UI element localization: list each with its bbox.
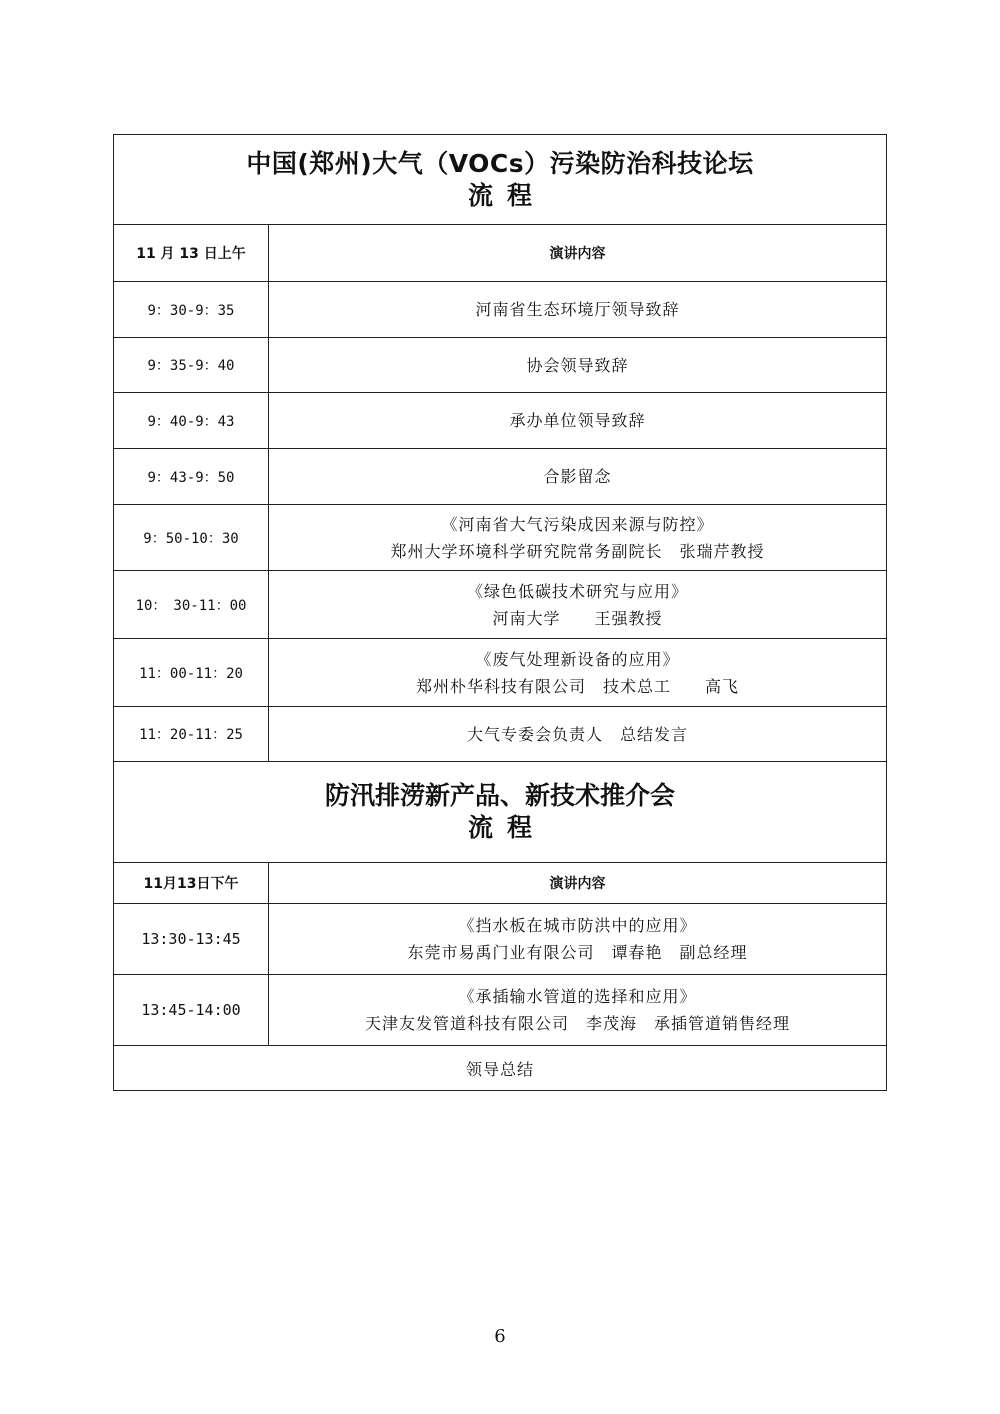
forum1-header-content: 演讲内容 xyxy=(269,225,887,282)
forum2-subtitle: 流程 xyxy=(467,813,546,842)
forum1-title-cell xyxy=(114,135,887,225)
forum2-title-cell xyxy=(114,762,887,863)
page-number: 6 xyxy=(494,1326,506,1347)
content-line: 《废气处理新设备的应用》 xyxy=(475,649,680,669)
table-row xyxy=(114,571,887,639)
table-row xyxy=(114,707,887,762)
table-row xyxy=(114,505,887,571)
forum2-header-date: 11月13日下午 xyxy=(114,863,269,904)
row-time: 11：20-11：25 xyxy=(114,707,269,762)
row-time: 10： 30-11：00 xyxy=(114,571,269,639)
row-content xyxy=(269,449,887,505)
closing-remarks: 领导总结 xyxy=(114,1046,887,1091)
row-time: 13:45-14:00 xyxy=(114,975,269,1046)
table-row xyxy=(114,338,887,393)
row-time: 9：40-9：43 xyxy=(114,393,269,449)
content-line: 河南大学 王强教授 xyxy=(492,608,663,628)
row-content xyxy=(269,338,887,393)
table-row xyxy=(114,975,887,1046)
row-content xyxy=(269,571,887,639)
table-row xyxy=(114,393,887,449)
row-time: 9：43-9：50 xyxy=(114,449,269,505)
forum2-title: 防汛排涝新产品、新技术推介会 xyxy=(324,781,675,810)
forum1-subtitle: 流程 xyxy=(467,180,546,210)
row-content xyxy=(269,975,887,1046)
content-line: 东莞市易禹门业有限公司 谭春艳 副总经理 xyxy=(407,943,748,962)
content-line: 天津友发管道科技有限公司 李茂海 承插管道销售经理 xyxy=(364,1014,790,1033)
content-line: 合影留念 xyxy=(543,467,612,486)
content-line: 大气专委会负责人 总结发言 xyxy=(466,724,688,744)
content-line: 《挡水板在城市防洪中的应用》 xyxy=(458,916,697,935)
row-time: 9：30-9：35 xyxy=(114,282,269,338)
table-row xyxy=(114,282,887,338)
table-row xyxy=(114,449,887,505)
content-line: 郑州朴华科技有限公司 技术总工 高飞 xyxy=(415,676,739,696)
row-content xyxy=(269,393,887,449)
row-time: 13:30-13:45 xyxy=(114,904,269,975)
forum1-title: 中国(郑州)大气（VOCs）污染防治科技论坛 xyxy=(246,148,754,178)
row-time: 9：35-9：40 xyxy=(114,338,269,393)
row-content xyxy=(269,707,887,762)
schedule-table xyxy=(113,134,887,1091)
table-row xyxy=(114,639,887,707)
row-time: 9：50-10：30 xyxy=(114,505,269,571)
content-line: 《河南省大气污染成因来源与防控》 xyxy=(441,514,714,534)
content-line: 《承插输水管道的选择和应用》 xyxy=(458,987,697,1006)
row-content xyxy=(269,505,887,571)
row-content xyxy=(269,904,887,975)
content-line: 承办单位领导致辞 xyxy=(509,411,646,430)
row-content xyxy=(269,639,887,707)
row-time: 11：00-11：20 xyxy=(114,639,269,707)
forum2-header-content: 演讲内容 xyxy=(269,863,887,904)
content-line: 河南省生态环境厅领导致辞 xyxy=(475,300,680,319)
content-line: 《绿色低碳技术研究与应用》 xyxy=(466,581,688,601)
content-line: 郑州大学环境科学研究院常务副院长 张瑞芹教授 xyxy=(390,541,765,561)
content-line: 协会领导致辞 xyxy=(526,355,629,375)
table-row xyxy=(114,904,887,975)
forum1-header-date: 11 月 13 日上午 xyxy=(114,225,269,282)
row-content xyxy=(269,282,887,338)
